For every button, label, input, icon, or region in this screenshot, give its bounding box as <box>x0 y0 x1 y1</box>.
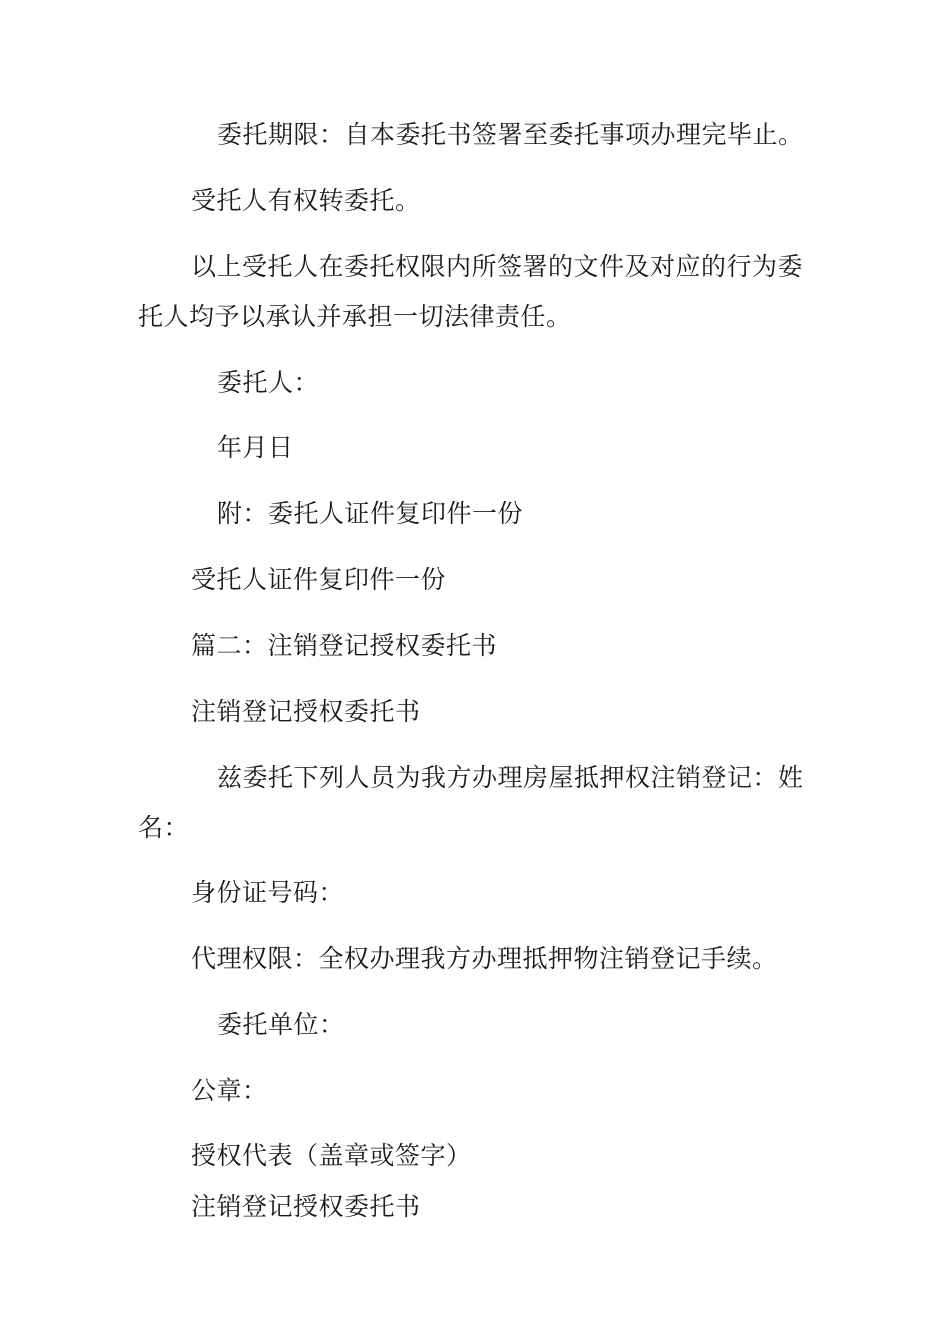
text-line-authorized-rep: 授权代表（盖章或签字） <box>191 1141 472 1170</box>
text-line-entrusting-unit: 委托单位： <box>217 1010 345 1039</box>
text-line-official-seal: 公章： <box>191 1076 268 1105</box>
text-line-attachment-2: 受托人证件复印件一份 <box>191 565 447 594</box>
text-line-title-repeat: 注销登记授权委托书 <box>191 1192 421 1221</box>
text-line-entrust-period: 委托期限：自本委托书签署至委托事项办理完毕止。 <box>217 120 804 149</box>
text-line-attachment-1: 附：委托人证件复印件一份 <box>217 499 524 528</box>
text-line-delegation-1: 兹委托下列人员为我方办理房屋抵押权注销登记：姓 <box>217 763 804 792</box>
text-line-delegation-2: 名： <box>138 813 190 842</box>
text-line-authority: 代理权限：全权办理我方办理抵押物注销登记手续。 <box>191 944 778 973</box>
section-heading-part-two: 篇二：注销登记授权委托书 <box>191 631 498 660</box>
text-line-responsibility-2: 托人均予以承认并承担一切法律责任。 <box>138 302 572 331</box>
text-line-responsibility-1: 以上受托人在委托权限内所签署的文件及对应的行为委 <box>191 252 804 281</box>
text-line-id-number: 身份证号码： <box>191 878 345 907</box>
text-line-principal: 委托人： <box>217 368 320 397</box>
text-line-date: 年月日 <box>217 433 294 462</box>
text-line-sub-delegation: 受托人有权转委托。 <box>191 186 421 215</box>
document-title: 注销登记授权委托书 <box>191 697 421 726</box>
